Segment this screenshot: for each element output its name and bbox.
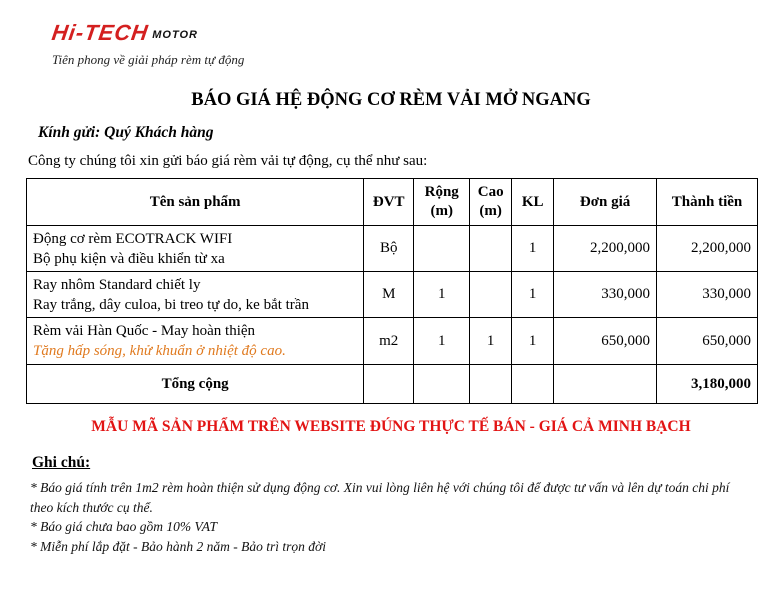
empty-cell <box>554 365 657 404</box>
unit-cell: Bộ <box>364 226 414 272</box>
company-slogan: Tiên phong về giải pháp rèm tự động <box>52 52 245 67</box>
total-row <box>27 365 758 404</box>
empty-cell <box>512 365 554 404</box>
header-unit: ĐVT <box>364 179 414 226</box>
unit-cell: M <box>364 272 414 318</box>
transparency-banner: MẪU MÃ SẢN PHẨM TRÊN WEBSITE ĐÚNG THỰC TẾ BÁN - GIÁ CẢ MINH BẠCH <box>91 418 691 435</box>
qty-cell: 1 <box>512 318 554 365</box>
empty-cell <box>414 365 470 404</box>
company-logo <box>52 22 198 45</box>
product-name: Ray nhôm Standard chiết ly Ray trắng, dây culoa, bi treo tự do, ke bắt trần <box>27 272 364 318</box>
header-width: Rộng (m) <box>414 179 470 226</box>
intro-text: Công ty chúng tôi xin gửi báo giá rèm vải tự động, cụ thể như sau: <box>28 153 428 169</box>
qty-cell: 1 <box>512 272 554 318</box>
unit-price-cell: 650,000 <box>554 318 657 365</box>
table-row <box>27 272 758 318</box>
qty-cell: 1 <box>512 226 554 272</box>
table-row <box>27 318 758 365</box>
notes-title: Ghi chú: <box>32 454 91 471</box>
header-amount: Thành tiền <box>657 179 758 226</box>
header-qty: KL <box>512 179 554 226</box>
table-header-row <box>27 179 758 226</box>
quote-table <box>26 178 758 404</box>
height-cell: 1 <box>470 318 512 365</box>
promo-note: Tặng hấp sóng, khử khuẩn ở nhiệt độ cao. <box>33 343 286 359</box>
table-row <box>27 226 758 272</box>
width-cell <box>414 226 470 272</box>
note-item: * Báo giá chưa bao gồm 10% VAT <box>30 519 217 534</box>
logo-sub-text: MOTOR <box>152 29 198 41</box>
header-height: Cao (m) <box>470 179 512 226</box>
header-product: Tên sản phẩm <box>27 179 364 226</box>
product-name: Rèm vải Hàn Quốc - May hoàn thiện Tặng hấp sóng, khử khuẩn ở nhiệt độ cao. <box>27 318 364 365</box>
empty-cell <box>470 365 512 404</box>
empty-cell <box>364 365 414 404</box>
note-item: * Miễn phí lắp đặt - Bảo hành 2 năm - Bảo trì trọn đời <box>30 538 326 554</box>
amount-cell: 650,000 <box>657 318 758 365</box>
header-unit-price: Đơn giá <box>554 179 657 226</box>
unit-price-cell: 330,000 <box>554 272 657 318</box>
amount-cell: 330,000 <box>657 272 758 318</box>
width-cell: 1 <box>414 318 470 365</box>
greeting: Kính gửi: Quý Khách hàng <box>38 124 214 141</box>
note-item: * Báo giá tính trên 1m2 rèm hoàn thiện sử dụng động cơ. Xin vui lòng liên hệ với chúng tôi để được tư vấn và lên dự toán chi phí theo kích thước cụ thể. <box>30 480 730 515</box>
unit-cell: m2 <box>364 318 414 365</box>
width-cell: 1 <box>414 272 470 318</box>
amount-cell: 2,200,000 <box>657 226 758 272</box>
unit-price-cell: 2,200,000 <box>554 226 657 272</box>
height-cell <box>470 226 512 272</box>
total-label: Tổng cộng <box>27 365 364 404</box>
document-title: BÁO GIÁ HỆ ĐỘNG CƠ RÈM VẢI MỞ NGANG <box>191 90 591 110</box>
product-name: Động cơ rèm ECOTRACK WIFI Bộ phụ kiện và điều khiển từ xa <box>27 226 364 272</box>
total-amount: 3,180,000 <box>657 365 758 404</box>
notes-list <box>30 478 755 556</box>
logo-brand-text: Hi-TECH <box>50 20 151 45</box>
height-cell <box>470 272 512 318</box>
